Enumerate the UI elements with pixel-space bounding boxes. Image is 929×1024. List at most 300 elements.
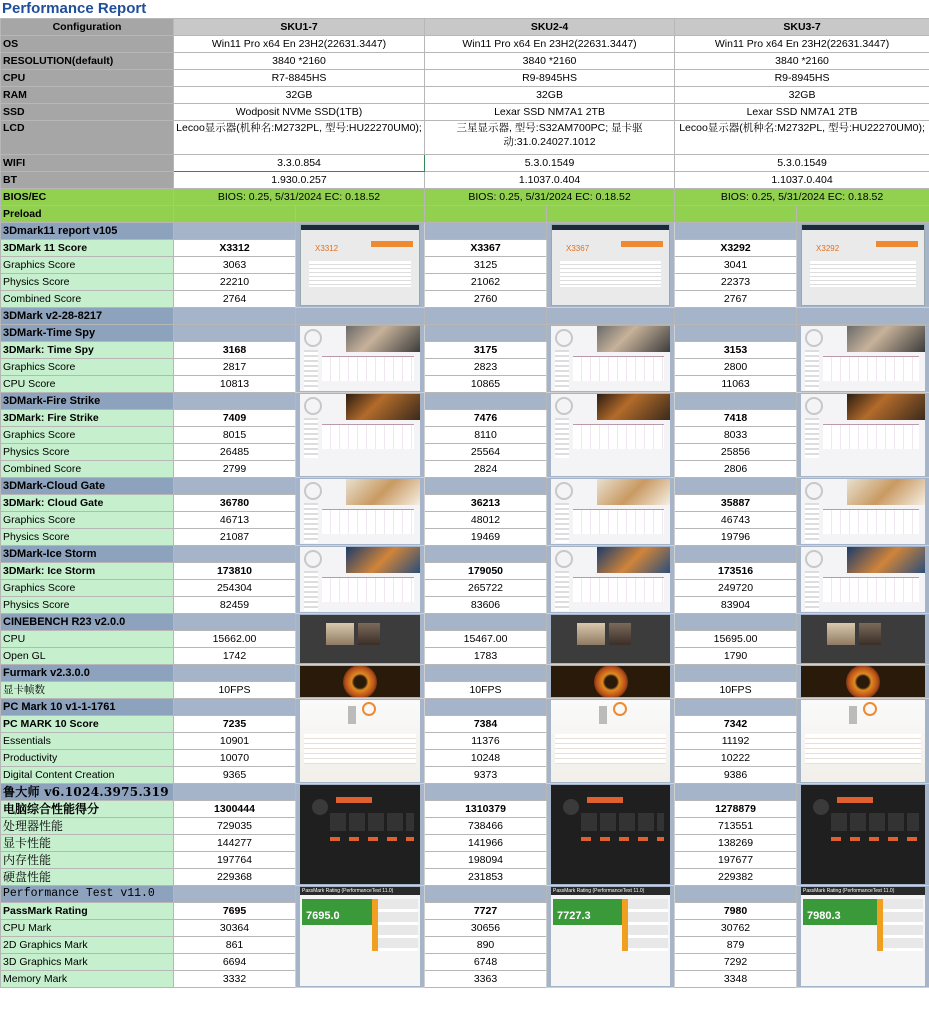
metric-value: 8015 — [174, 427, 296, 444]
metric-value: 3063 — [174, 257, 296, 274]
screenshot-cell — [547, 699, 675, 784]
screenshot-rows — [555, 503, 569, 543]
screenshot-render — [326, 623, 354, 645]
metric-value: 30656 — [425, 920, 547, 937]
section-filler — [174, 614, 296, 631]
data-row — [1, 274, 929, 291]
metric-value: 1278879 — [675, 801, 797, 818]
screenshot-cell — [797, 699, 929, 784]
screenshot-header: PassMark Rating (PerformanceTest 11.0) — [300, 887, 420, 895]
metric-label: Combined Score — [1, 291, 174, 308]
metric-value: 1310379 — [425, 801, 547, 818]
section-filler — [174, 886, 296, 903]
screenshot-table — [810, 261, 916, 287]
screenshot-scene — [847, 326, 925, 352]
screenshot-cards — [581, 813, 664, 831]
metric-value: 138269 — [675, 835, 797, 852]
data-row — [1, 869, 929, 886]
benchmark-screenshot — [801, 666, 925, 697]
benchmark-screenshot — [551, 479, 670, 544]
metric-label: CPU Score — [1, 376, 174, 393]
metric-value: 2800 — [675, 359, 797, 376]
metric-label: Graphics Score — [1, 512, 174, 529]
screenshot-cell — [547, 614, 675, 665]
data-row — [1, 954, 929, 971]
metric-value: 1300444 — [174, 801, 296, 818]
metric-label: Physics Score — [1, 529, 174, 546]
metric-value: 15662.00 — [174, 631, 296, 648]
section-filler — [425, 886, 547, 903]
section-filler — [675, 478, 797, 495]
metric-value: 890 — [425, 937, 547, 954]
data-row — [1, 461, 929, 478]
metric-value: 9365 — [174, 767, 296, 784]
metric-value: 10813 — [174, 376, 296, 393]
section-header — [1, 325, 929, 342]
screenshot-dial — [805, 482, 823, 500]
screenshot-cell — [296, 223, 425, 308]
data-row — [1, 767, 929, 784]
screenshot-score-bar — [336, 797, 372, 803]
benchmark-screenshot — [801, 224, 925, 306]
config-value: Win11 Pro x64 En 23H2(22631.3447) — [675, 36, 929, 53]
section-filler — [425, 325, 547, 342]
benchmark-screenshot — [801, 785, 925, 884]
screenshot-card-values — [831, 837, 919, 841]
section-header — [1, 886, 929, 903]
metric-label: Graphics Score — [1, 427, 174, 444]
metric-label: 3DMark: Ice Storm — [1, 563, 174, 580]
config-value: 3840 *2160 — [174, 53, 425, 70]
config-value: Wodposit NVMe SSD(1TB) — [174, 104, 425, 121]
header-row — [1, 19, 929, 36]
metric-value: 6748 — [425, 954, 547, 971]
config-label: CPU — [1, 70, 174, 87]
data-row — [1, 359, 929, 376]
data-row — [1, 240, 929, 257]
metric-label: Graphics Score — [1, 257, 174, 274]
screenshot-scene — [597, 326, 670, 352]
metric-label: 电脑综合性能得分 — [1, 801, 174, 818]
config-value: 32GB — [675, 87, 929, 104]
metric-label: 显卡帧数 — [1, 682, 174, 699]
benchmark-screenshot — [300, 700, 420, 782]
metric-value: 3041 — [675, 257, 797, 274]
metric-value: 22210 — [174, 274, 296, 291]
benchmark-screenshot — [801, 479, 925, 544]
metric-value: 2799 — [174, 461, 296, 478]
section-filler — [797, 308, 929, 325]
screenshot-rows — [805, 350, 819, 390]
metric-label: Digital Content Creation — [1, 767, 174, 784]
page-title: Performance Report — [2, 0, 147, 17]
metric-value: 25856 — [675, 444, 797, 461]
data-row — [1, 257, 929, 274]
header-sku: SKU3-7 — [675, 19, 929, 36]
benchmark-screenshot — [801, 326, 925, 391]
screenshot-cell — [797, 223, 929, 308]
screenshot-dial — [555, 397, 573, 415]
screenshot-graph — [322, 424, 414, 449]
metric-value: 3175 — [425, 342, 547, 359]
metric-value: 2823 — [425, 359, 547, 376]
screenshot-scene — [847, 479, 925, 505]
section-filler — [425, 308, 547, 325]
config-value: Lexar SSD NM7A1 2TB — [425, 104, 675, 121]
metric-value: 21062 — [425, 274, 547, 291]
screenshot-gauge — [312, 799, 328, 815]
section-title: 3DMark-Time Spy — [1, 325, 174, 342]
section-title: Furmark v2.3.0.0 — [1, 665, 174, 682]
section-title: 3DMark-Fire Strike — [1, 393, 174, 410]
metric-value: 35887 — [675, 495, 797, 512]
screenshot-cell — [296, 478, 425, 546]
screenshot-dial — [805, 397, 823, 415]
metric-value: 2764 — [174, 291, 296, 308]
metric-value: 861 — [174, 937, 296, 954]
screenshot-graph — [573, 356, 664, 381]
screenshot-scene — [346, 326, 420, 352]
metric-value: 1742 — [174, 648, 296, 665]
config-label: RAM — [1, 87, 174, 104]
benchmark-screenshot — [801, 887, 925, 986]
metric-value: 30762 — [675, 920, 797, 937]
screenshot-cell — [797, 886, 929, 988]
metric-value: 7418 — [675, 410, 797, 427]
section-title: 3DMark-Cloud Gate — [1, 478, 174, 495]
screenshot-sidebar — [877, 899, 923, 951]
screenshot-button — [371, 241, 413, 247]
screenshot-score: X3312 — [315, 244, 339, 253]
screenshot-graph — [573, 577, 664, 602]
metric-value: 3153 — [675, 342, 797, 359]
metric-value: 2824 — [425, 461, 547, 478]
config-value: R7-8845HS — [174, 70, 425, 87]
screenshot-tower — [849, 706, 857, 724]
metric-value: 83606 — [425, 597, 547, 614]
section-header — [1, 308, 929, 325]
section-filler — [425, 223, 547, 240]
screenshot-render — [827, 623, 855, 645]
section-title: PC Mark 10 v1-1-1761 — [1, 699, 174, 716]
metric-value: 10FPS — [174, 682, 296, 699]
furmark-donut — [343, 666, 377, 697]
screenshot-rows — [304, 418, 318, 458]
screenshot-score: X3292 — [816, 244, 840, 253]
benchmark-screenshot — [300, 887, 420, 986]
screenshot-cell — [296, 665, 425, 699]
screenshot-gauge — [563, 799, 579, 815]
screenshot-cards — [831, 813, 919, 831]
metric-value: 879 — [675, 937, 797, 954]
metric-value: 11192 — [675, 733, 797, 750]
config-value: Lecoo显示器(机种名:M2732PL, 型号:HU22270UM0); — [174, 121, 425, 155]
empty-cell — [547, 206, 675, 223]
empty-cell — [425, 206, 547, 223]
section-header — [1, 699, 929, 716]
benchmark-screenshot — [551, 326, 670, 391]
section-filler — [174, 325, 296, 342]
metric-value: 48012 — [425, 512, 547, 529]
metric-label: Physics Score — [1, 444, 174, 461]
benchmark-screenshot — [801, 394, 925, 476]
benchmark-screenshot — [300, 326, 420, 391]
metric-label: PassMark Rating — [1, 903, 174, 920]
screenshot-dial — [555, 482, 573, 500]
header-sku: SKU1-7 — [174, 19, 425, 36]
section-title: 3DMark v2-28-8217 — [1, 308, 174, 325]
screenshot-cards — [330, 813, 414, 831]
section-filler — [675, 223, 797, 240]
screenshot-graph — [573, 424, 664, 449]
screenshot-lines — [805, 734, 921, 764]
metric-label: Physics Score — [1, 597, 174, 614]
screenshot-scene — [847, 394, 925, 420]
config-value: 3840 *2160 — [425, 53, 675, 70]
screenshot-table — [309, 261, 411, 287]
data-row — [1, 750, 929, 767]
screenshot-render — [358, 623, 380, 645]
screenshot-cell — [547, 665, 675, 699]
section-filler — [675, 699, 797, 716]
config-value: 32GB — [425, 87, 675, 104]
metric-value: 11376 — [425, 733, 547, 750]
metric-value: 15695.00 — [675, 631, 797, 648]
screenshot-cell — [797, 665, 929, 699]
metric-value: 729035 — [174, 818, 296, 835]
screenshot-dial — [304, 329, 322, 347]
screenshot-dial — [304, 482, 322, 500]
benchmark-screenshot — [551, 394, 670, 476]
data-row — [1, 682, 929, 699]
metric-value: 7235 — [174, 716, 296, 733]
metric-value: 7980 — [675, 903, 797, 920]
screenshot-graph — [322, 356, 414, 381]
metric-label: Combined Score — [1, 461, 174, 478]
section-filler — [425, 614, 547, 631]
section-header — [1, 614, 929, 631]
section-title: 鲁大师 v6.1024.3975.319 — [1, 784, 174, 801]
data-row — [1, 495, 929, 512]
screenshot-render — [609, 623, 631, 645]
screenshot-cell — [547, 784, 675, 886]
benchmark-screenshot — [801, 547, 925, 612]
config-row — [1, 53, 929, 70]
metric-value: 144277 — [174, 835, 296, 852]
screenshot-cell — [797, 614, 929, 665]
screenshot-dial — [805, 550, 823, 568]
section-filler — [425, 784, 547, 801]
section-header — [1, 784, 929, 801]
screenshot-rows — [555, 418, 569, 458]
metric-value: 197764 — [174, 852, 296, 869]
preload-row — [1, 206, 929, 223]
metric-value: 10222 — [675, 750, 797, 767]
screenshot-cell — [547, 886, 675, 988]
screenshot-dial — [555, 329, 573, 347]
screenshot-score-bar — [837, 797, 873, 803]
screenshot-cell — [547, 393, 675, 478]
metric-label: CPU Mark — [1, 920, 174, 937]
empty-cell — [174, 206, 296, 223]
screenshot-rows — [555, 350, 569, 390]
screenshot-cell — [547, 325, 675, 393]
metric-value: 19796 — [675, 529, 797, 546]
screenshot-score: X3367 — [566, 244, 590, 253]
benchmark-screenshot — [551, 666, 670, 697]
screenshot-cell — [296, 886, 425, 988]
screenshot-graph — [823, 577, 919, 602]
data-row — [1, 920, 929, 937]
metric-value: 2817 — [174, 359, 296, 376]
config-label: LCD — [1, 121, 174, 155]
benchmark-screenshot — [551, 700, 670, 782]
metric-value: 141966 — [425, 835, 547, 852]
config-row — [1, 36, 929, 53]
metric-value: 7409 — [174, 410, 296, 427]
metric-value: 7384 — [425, 716, 547, 733]
section-filler — [675, 546, 797, 563]
metric-value: X3367 — [425, 240, 547, 257]
benchmark-screenshot — [300, 394, 420, 476]
benchmark-screenshot — [551, 887, 670, 986]
screenshot-render — [577, 623, 605, 645]
screenshot-rows — [805, 418, 819, 458]
metric-value: 3125 — [425, 257, 547, 274]
config-label: SSD — [1, 104, 174, 121]
screenshot-lines — [555, 734, 666, 764]
metric-label: Productivity — [1, 750, 174, 767]
screenshot-cell — [797, 478, 929, 546]
config-value: Win11 Pro x64 En 23H2(22631.3447) — [425, 36, 675, 53]
empty-cell — [296, 206, 425, 223]
benchmark-screenshot — [300, 615, 420, 663]
furmark-donut — [846, 666, 880, 697]
data-row — [1, 410, 929, 427]
config-value: Lexar SSD NM7A1 2TB — [675, 104, 929, 121]
section-filler — [675, 665, 797, 682]
metric-value: 15467.00 — [425, 631, 547, 648]
screenshot-header: PassMark Rating (PerformanceTest 11.0) — [551, 887, 670, 895]
config-row — [1, 70, 929, 87]
screenshot-ring — [613, 702, 627, 716]
screenshot-button — [876, 241, 918, 247]
screenshot-cell — [296, 699, 425, 784]
metric-value: 3348 — [675, 971, 797, 988]
data-row — [1, 835, 929, 852]
section-header — [1, 478, 929, 495]
metric-label: Memory Mark — [1, 971, 174, 988]
screenshot-rating: 7727.3 — [553, 899, 627, 925]
section-header — [1, 665, 929, 682]
bios-value: BIOS: 0.25, 5/31/2024 EC: 0.18.52 — [675, 189, 929, 206]
section-header — [1, 546, 929, 563]
screenshot-scene — [346, 547, 420, 573]
config-value: 1.1037.0.404 — [675, 172, 929, 189]
screenshot-gauge — [813, 799, 829, 815]
section-filler — [675, 614, 797, 631]
config-row — [1, 155, 929, 172]
section-filler — [174, 223, 296, 240]
screenshot-header: PassMark Rating (PerformanceTest 11.0) — [801, 887, 925, 895]
data-row — [1, 648, 929, 665]
config-value: 3.3.0.854 — [174, 155, 425, 172]
section-filler — [425, 478, 547, 495]
screenshot-graph — [322, 509, 414, 534]
screenshot-cell — [797, 546, 929, 614]
screenshot-dial — [555, 550, 573, 568]
config-label: OS — [1, 36, 174, 53]
data-row — [1, 937, 929, 954]
preload-label: Preload — [1, 206, 174, 223]
screenshot-rows — [555, 571, 569, 611]
metric-value: 3332 — [174, 971, 296, 988]
screenshot-cell — [296, 546, 425, 614]
screenshot-cell — [797, 325, 929, 393]
config-label: WIFI — [1, 155, 174, 172]
screenshot-cell — [797, 784, 929, 886]
config-value: R9-8945HS — [425, 70, 675, 87]
data-row — [1, 427, 929, 444]
section-filler — [675, 784, 797, 801]
screenshot-titlebar — [552, 225, 669, 230]
config-value: 三星显示器, 型号:S32AM700PC; 显卡驱动:31.0.24027.1012 — [425, 121, 675, 155]
data-row — [1, 444, 929, 461]
section-filler — [174, 784, 296, 801]
metric-value: X3292 — [675, 240, 797, 257]
metric-value: 2760 — [425, 291, 547, 308]
bios-row — [1, 189, 929, 206]
metric-value: 173516 — [675, 563, 797, 580]
data-row — [1, 529, 929, 546]
config-value: 32GB — [174, 87, 425, 104]
metric-value: X3312 — [174, 240, 296, 257]
screenshot-card-values — [581, 837, 664, 841]
metric-label: 3DMark: Cloud Gate — [1, 495, 174, 512]
metric-value: 254304 — [174, 580, 296, 597]
metric-value: 738466 — [425, 818, 547, 835]
metric-label: 处理器性能 — [1, 818, 174, 835]
screenshot-cell — [547, 546, 675, 614]
metric-value: 10901 — [174, 733, 296, 750]
data-row — [1, 716, 929, 733]
config-label: BT — [1, 172, 174, 189]
screenshot-cell — [296, 393, 425, 478]
screenshot-cell — [547, 223, 675, 308]
config-label: RESOLUTION(default) — [1, 53, 174, 70]
metric-value: 8033 — [675, 427, 797, 444]
data-row — [1, 801, 929, 818]
metric-value: 22373 — [675, 274, 797, 291]
section-header — [1, 393, 929, 410]
metric-value: 6694 — [174, 954, 296, 971]
metric-value: 8110 — [425, 427, 547, 444]
config-value: 5.3.0.1549 — [425, 155, 675, 172]
metric-label: 3DMark: Fire Strike — [1, 410, 174, 427]
screenshot-sidebar — [622, 899, 668, 951]
screenshot-rows — [304, 503, 318, 543]
metric-value: 3168 — [174, 342, 296, 359]
furmark-donut — [594, 666, 628, 697]
screenshot-lines — [304, 734, 416, 764]
data-row — [1, 342, 929, 359]
metric-value: 10FPS — [425, 682, 547, 699]
metric-value: 9373 — [425, 767, 547, 784]
screenshot-scene — [847, 547, 925, 573]
data-row — [1, 852, 929, 869]
screenshot-dial — [304, 397, 322, 415]
section-filler — [174, 699, 296, 716]
